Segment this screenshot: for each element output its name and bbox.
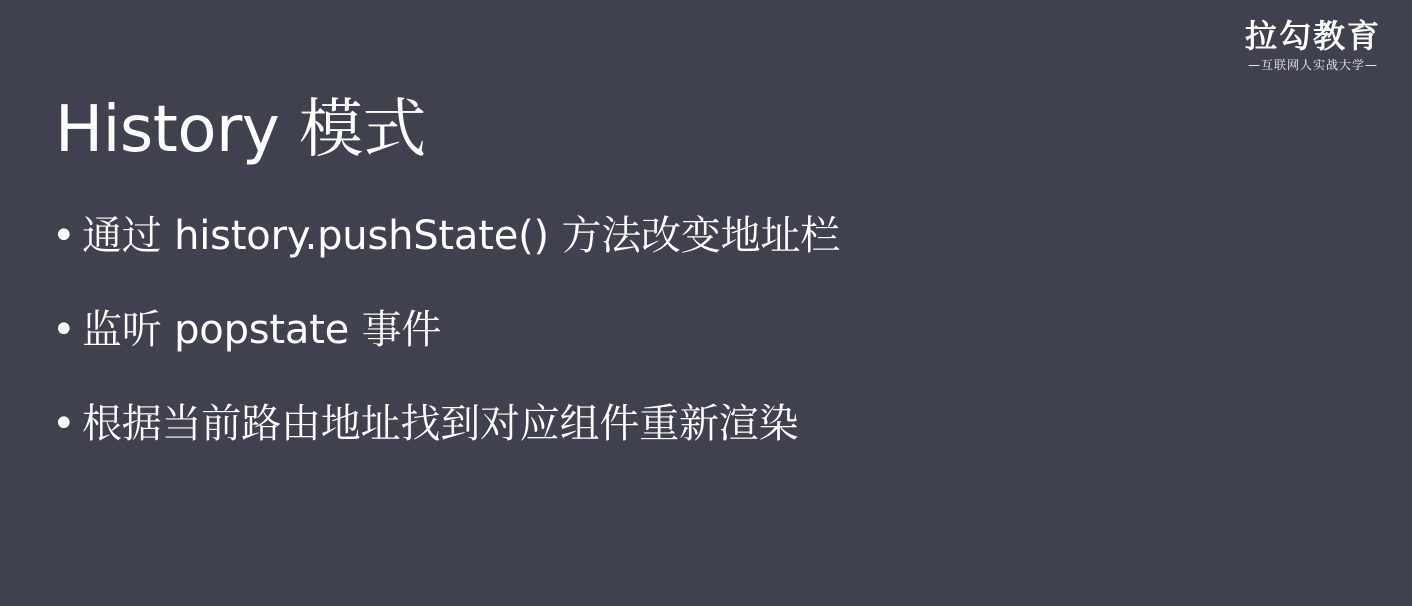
bullet-item-1 xyxy=(52,203,840,269)
bullet-item-2 xyxy=(52,297,840,363)
bullet-point-icon: • xyxy=(52,401,76,447)
bullet-item-3 xyxy=(52,391,840,457)
bullet-point-icon: • xyxy=(52,213,76,259)
brand-tagline: —互联网人实战大学— xyxy=(1247,57,1378,72)
bullet-point-icon: • xyxy=(52,307,76,353)
bullet-text-3: 根据当前路由地址找到对应组件重新渲染 xyxy=(82,401,799,447)
slide-title: History 模式 xyxy=(55,92,427,167)
bullet-list xyxy=(52,203,840,485)
brand-logo-text: 拉勾教育 xyxy=(1244,17,1381,55)
brand-logo xyxy=(1238,18,1388,71)
bullet-text-1: 通过 history.pushState() 方法改变地址栏 xyxy=(82,213,841,259)
bullet-text-2: 监听 popstate 事件 xyxy=(82,307,442,353)
